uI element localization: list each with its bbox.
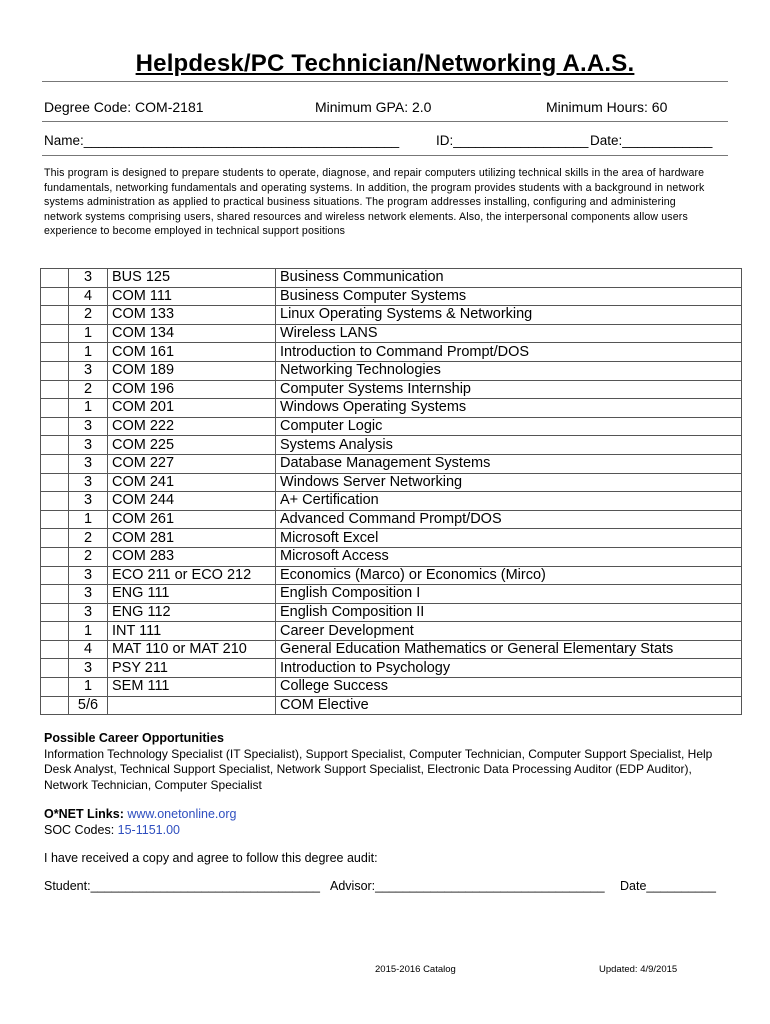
- course-title: Linux Operating Systems & Networking: [276, 306, 742, 325]
- course-code: ENG 112: [108, 603, 276, 622]
- course-table: [40, 268, 742, 715]
- advisor-signature-field[interactable]: Advisor:_________________________________: [330, 879, 605, 893]
- course-title: English Composition I: [276, 585, 742, 604]
- course-check-cell[interactable]: [41, 585, 69, 604]
- course-code: COM 261: [108, 510, 276, 529]
- course-row: [41, 547, 742, 566]
- course-code: INT 111: [108, 622, 276, 641]
- course-row: [41, 269, 742, 288]
- course-row: [41, 659, 742, 678]
- course-title: Economics (Marco) or Economics (Mirco): [276, 566, 742, 585]
- course-check-cell[interactable]: [41, 287, 69, 306]
- course-code: PSY 211: [108, 659, 276, 678]
- course-row: [41, 640, 742, 659]
- signature-date-field[interactable]: Date__________: [620, 879, 716, 893]
- careers-section: [44, 731, 734, 793]
- course-hours: 3: [69, 454, 108, 473]
- course-row: [41, 436, 742, 455]
- course-hours: 1: [69, 678, 108, 697]
- course-code: COM 133: [108, 306, 276, 325]
- course-check-cell[interactable]: [41, 436, 69, 455]
- header-rule: [42, 121, 728, 122]
- course-row: [41, 473, 742, 492]
- course-hours: 3: [69, 585, 108, 604]
- minimum-hours: Minimum Hours: 60: [546, 99, 668, 115]
- course-hours: 3: [69, 269, 108, 288]
- course-row: [41, 361, 742, 380]
- course-hours: 2: [69, 306, 108, 325]
- course-check-cell[interactable]: [41, 380, 69, 399]
- course-row: [41, 343, 742, 362]
- course-code: COM 222: [108, 417, 276, 436]
- course-hours: 1: [69, 399, 108, 418]
- course-row: [41, 696, 742, 715]
- course-row: [41, 529, 742, 548]
- careers-text: Information Technology Specialist (IT Specialist), Support Specialist, Computer Technician, Computer Support Specialist, Help Desk Analyst, Technical Support Specialist, Network Support Specialist, Electronic Data Processing Auditor (EDP Auditor), Network Technician, Computer Specialist: [44, 746, 713, 792]
- course-code: COM 196: [108, 380, 276, 399]
- course-row: [41, 324, 742, 343]
- course-hours: 3: [69, 492, 108, 511]
- course-row: [41, 678, 742, 697]
- course-title: A+ Certification: [276, 492, 742, 511]
- name-field[interactable]: Name:__________________________________________: [44, 133, 400, 148]
- course-code: [108, 696, 276, 715]
- course-check-cell[interactable]: [41, 324, 69, 343]
- course-check-cell[interactable]: [41, 269, 69, 288]
- soc-codes: 15-1151.00: [117, 823, 180, 837]
- course-title: Database Management Systems: [276, 454, 742, 473]
- soc-label: SOC Codes:: [44, 823, 115, 837]
- agreement-statement: I have received a copy and agree to follow this degree audit:: [44, 851, 378, 865]
- course-check-cell[interactable]: [41, 603, 69, 622]
- course-hours: 3: [69, 417, 108, 436]
- course-check-cell[interactable]: [41, 529, 69, 548]
- course-code: BUS 125: [108, 269, 276, 288]
- program-description: This program is designed to prepare students to operate, diagnose, and repair computers utilizing technical skills in the area of hardware fundamentals, networking fundamentals and operating systems. In addition, the program provides students with a background in network systems administration as applied to practical business situations. The program addresses installing, configuring and administering network systems comprising users, shared resources and wireless network elements. Also, the interpersonal components allow users experience to become employed in technical support positions: [44, 167, 705, 237]
- course-hours: 5/6: [69, 696, 108, 715]
- course-code: SEM 111: [108, 678, 276, 697]
- course-check-cell[interactable]: [41, 306, 69, 325]
- course-title: Microsoft Access: [276, 547, 742, 566]
- course-check-cell[interactable]: [41, 547, 69, 566]
- course-check-cell[interactable]: [41, 473, 69, 492]
- course-check-cell[interactable]: [41, 399, 69, 418]
- course-title: Wireless LANS: [276, 324, 742, 343]
- student-signature-field[interactable]: Student:_________________________________: [44, 879, 320, 893]
- course-check-cell[interactable]: [41, 566, 69, 585]
- careers-heading: Possible Career Opportunities: [44, 731, 224, 745]
- course-row: [41, 454, 742, 473]
- course-hours: 1: [69, 324, 108, 343]
- course-hours: 3: [69, 436, 108, 455]
- course-hours: 1: [69, 343, 108, 362]
- course-title: General Education Mathematics or General Elementary Stats: [276, 640, 742, 659]
- course-title: Career Development: [276, 622, 742, 641]
- course-check-cell[interactable]: [41, 640, 69, 659]
- course-row: [41, 380, 742, 399]
- course-code: COM 111: [108, 287, 276, 306]
- course-title: Computer Logic: [276, 417, 742, 436]
- course-check-cell[interactable]: [41, 343, 69, 362]
- course-code: COM 161: [108, 343, 276, 362]
- course-code: COM 189: [108, 361, 276, 380]
- course-hours: 4: [69, 640, 108, 659]
- course-hours: 2: [69, 547, 108, 566]
- course-hours: 3: [69, 473, 108, 492]
- course-hours: 2: [69, 529, 108, 548]
- course-row: [41, 603, 742, 622]
- course-title: Introduction to Command Prompt/DOS: [276, 343, 742, 362]
- course-check-cell[interactable]: [41, 678, 69, 697]
- course-code: COM 241: [108, 473, 276, 492]
- course-check-cell[interactable]: [41, 510, 69, 529]
- course-row: [41, 585, 742, 604]
- course-row: [41, 566, 742, 585]
- course-title: College Success: [276, 678, 742, 697]
- course-row: [41, 287, 742, 306]
- catalog-year: 2015-2016 Catalog: [375, 964, 456, 975]
- course-code: COM 225: [108, 436, 276, 455]
- course-code: COM 283: [108, 547, 276, 566]
- course-check-cell[interactable]: [41, 696, 69, 715]
- course-check-cell[interactable]: [41, 622, 69, 641]
- course-title: Advanced Command Prompt/DOS: [276, 510, 742, 529]
- course-hours: 3: [69, 603, 108, 622]
- course-check-cell[interactable]: [41, 454, 69, 473]
- course-hours: 3: [69, 361, 108, 380]
- course-hours: 4: [69, 287, 108, 306]
- degree-code: Degree Code: COM-2181: [44, 99, 204, 115]
- course-check-cell[interactable]: [41, 659, 69, 678]
- course-title: Introduction to Psychology: [276, 659, 742, 678]
- course-check-cell[interactable]: [41, 492, 69, 511]
- course-row: [41, 306, 742, 325]
- onet-link[interactable]: www.onetonline.org: [127, 807, 237, 821]
- course-title: Computer Systems Internship: [276, 380, 742, 399]
- course-code: COM 227: [108, 454, 276, 473]
- course-code: ECO 211 or ECO 212: [108, 566, 276, 585]
- course-hours: 1: [69, 510, 108, 529]
- course-row: [41, 492, 742, 511]
- course-title: Windows Operating Systems: [276, 399, 742, 418]
- id-field[interactable]: ID:__________________: [436, 133, 589, 148]
- course-hours: 3: [69, 659, 108, 678]
- course-row: [41, 399, 742, 418]
- course-code: COM 281: [108, 529, 276, 548]
- course-check-cell[interactable]: [41, 417, 69, 436]
- course-title: Business Computer Systems: [276, 287, 742, 306]
- course-code: COM 134: [108, 324, 276, 343]
- onet-section: [44, 806, 236, 838]
- course-check-cell[interactable]: [41, 361, 69, 380]
- updated-date: Updated: 4/9/2015: [599, 964, 678, 975]
- onet-label: O*NET Links:: [44, 807, 124, 821]
- course-hours: 2: [69, 380, 108, 399]
- course-row: [41, 622, 742, 641]
- course-title: COM Elective: [276, 696, 742, 715]
- course-code: ENG 111: [108, 585, 276, 604]
- course-title: Windows Server Networking: [276, 473, 742, 492]
- course-title: Systems Analysis: [276, 436, 742, 455]
- course-title: English Composition II: [276, 603, 742, 622]
- course-title: Networking Technologies: [276, 361, 742, 380]
- course-code: COM 201: [108, 399, 276, 418]
- course-code: MAT 110 or MAT 210: [108, 640, 276, 659]
- course-title: Business Communication: [276, 269, 742, 288]
- title-rule: [42, 81, 728, 82]
- minimum-gpa: Minimum GPA: 2.0: [315, 99, 432, 115]
- fields-rule: [42, 155, 728, 156]
- course-row: [41, 417, 742, 436]
- course-row: [41, 510, 742, 529]
- course-code: COM 244: [108, 492, 276, 511]
- page-title: Helpdesk/PC Technician/Networking A.A.S.: [135, 50, 635, 77]
- course-hours: 1: [69, 622, 108, 641]
- course-hours: 3: [69, 566, 108, 585]
- course-title: Microsoft Excel: [276, 529, 742, 548]
- date-field[interactable]: Date:____________: [590, 133, 713, 148]
